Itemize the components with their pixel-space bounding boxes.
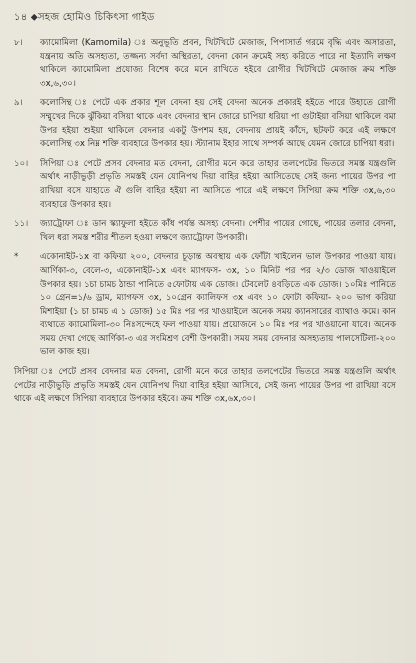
entry-text: কলোসিন্থ ঃ পেটে এক প্রকার শূল বেদনা হয় সেই বেদনা অনেক প্রকারই হইতে পারে উহাতে রোগী সম্মুখের দিকে ঝুঁকিয়া বসিয়া থাকে এবং বেদনার স্থান জোরে চাপিয়া ধরিয়া পা গুটাইয়া বসিয়া থাকিলে বমা উপর হইয়া শুইয়া থাকিলে বেদনার একটু উপশম হয়, বেদনায় প্রায়ই কাঁদে, ছটফট করে এই লক্ষণে কলোসিন্থ ৩x নিম্ন শক্তি ব্যবহারে উপকার হয়। স্ট্যানাম ইহার সাথে সম্পর্ক আছে যেমন জোরে চাপিয়া ধরা। bbox=[40, 98, 396, 150]
remedy-entry-9 bbox=[14, 97, 396, 151]
footnote bbox=[14, 251, 396, 360]
remedy-entry-8 bbox=[14, 37, 396, 91]
remedy-entry-11 bbox=[14, 218, 396, 245]
page-header: ১৪ ⬥সহজ হোমিও চিকিৎসা গাইড bbox=[14, 12, 155, 23]
footnote-marker: * bbox=[14, 252, 19, 263]
closing-paragraph: সিপিয়া ঃ পেটে প্রসব বেদনার মত বেদনা, রোগী মনে করে তাহার তলপেটের ভিতরে সমস্ত যন্ত্রগুলি অর্থাৎ পেটের নাড়ীভুড়ি প্রভৃতি সমস্তই যেন যোনিপথ দিয়া বাহির হইয়া আসিবে, সেই জন্য পায়ের উপর পা রাখিয়া বসে থাকে এই লক্ষণে সিপিয়া ব্যবহারে উপকার হইবে। ক্রম শক্তি ৩x,৬x,৩০। bbox=[14, 367, 396, 405]
entry-text: ক্যামোমিলা (Kamomila) ঃ অনুভূতি প্রবন, খিটখিটে মেজাজ, পিপাসার্ত গরমে বৃদ্ধি এবং অসারতা, যন্ত্রনায় অতি অসহ্যতা, তজ্জন্য সর্বদা অস্থিরতা, বেদনা কোন ক্রমেই সহ্য করিতে পারে না ইত্যাদি লক্ষণ থাকিলে ক্যামোমিলা প্রযোজ্য বিশেষ করে মনে রাখিতে হইবে রোগীর খিটখিটে মেজাজ ক্রম শক্তি ৩x,৬,৩০। bbox=[40, 38, 396, 89]
entry-text: জ্যাট্রোফা ঃ ডান স্ক্যাফুলা হইতে কাঁধ পর্যন্ত অসহ্য বেদনা। পেশীর পায়ের গোছে, পায়ের তলার বেদনা, খিল ধরা সমস্ত শরীর শীতল হওয়া লক্ষণে জ্যাট্রোফা উপকারী। bbox=[40, 219, 396, 243]
footnote-text: একোনাইট-১x বা কফিয়া ২০০, বেদনার চূড়ান্ত অবস্থায় এক ফোঁটা খাইলেন ভাল উপকার পাওয়া যায়। আর্ণিকা-৩, বেলে-৩, একোনাইট-১x এবং ম্যাগফস- ৩x, ১০ মিনিট পর পর ২/৩ ডোজ খাওয়াইলে উপকার হয়। ১চা চামচ ঠান্ডা পানিতে ৫ফোটায় এক ডোজ। টেবলেট ৪বড়িতে এক ডোজ। ১০মিঃ পানিতে ১০ গ্রেন=১/৬ ড্রাম, ম্যাগফস ৩x, ১০গ্রেন ক্যালিফস ৩x এবং ১০ ফোটা কফিয়া- ২০০ ভাগ করিয়া মিশাইয়া (১ চা চামচ এ ১ ডোজ) ১৫ মিঃ পর পর খাওয়াইলে অনেক সময় ক্যানসারের ব্যাথাও কমে। কান ব্যথাতে ক্যামোমিলা-৩০ নিঃসন্দেহে ফল পাওয়া যায়। প্রয়োজনে ১০ মিঃ পর পর খাওয়ানো যাবে। অনেক সময় দেখা গেছে আর্ণিকা-৩ এর সংমিশ্রণ বেশী উপকারী। সময় সময় বেদনার অসহ্যতায় পালসেটিলা-২০০ ভাল কাজ হয়। bbox=[40, 252, 396, 358]
entry-number: ৯। bbox=[14, 98, 23, 109]
entry-number: ৮। bbox=[14, 38, 23, 48]
entry-number: ১১। bbox=[14, 219, 29, 230]
remedy-entry-10 bbox=[14, 158, 396, 212]
entry-number: ১০। bbox=[14, 158, 29, 169]
entry-text: সিপিয়া ঃ পেটে প্রসব বেদনার মত বেদনা, রোগীর মনে করে তাহার তলপেটের ভিতরে সমস্ত যন্ত্রগুলি অর্থাৎ নাড়ীভুড়ী প্রভৃতি সমস্তই যেন যোনিপথ দিয়া বাহির হইয়া আসিতেছে সেই জন্য পায়ের উপর পা রাখিয়া বসে যাহাতে ঐ গুলি বাহির হইয়া না আসিতে পারে এই লক্ষণে সিপিয়া ক্রম শক্তি ৩x,৬,৩০ ব্যবহারে উপকার হয়। bbox=[40, 158, 396, 210]
